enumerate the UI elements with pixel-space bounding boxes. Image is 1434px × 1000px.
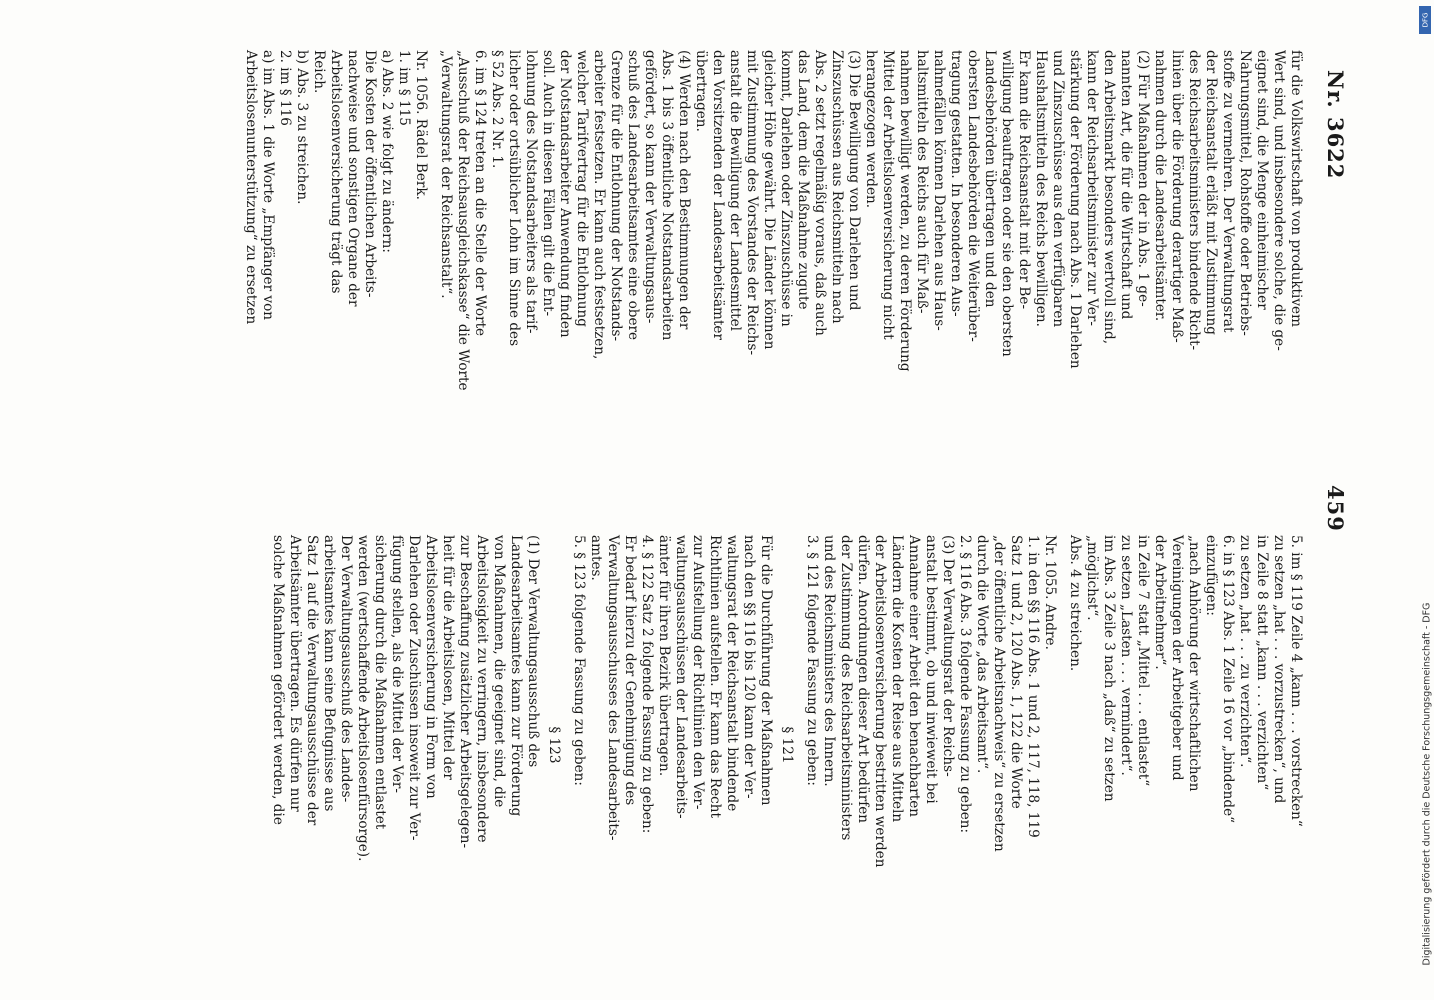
text-line: „möglichst“. — [1084, 535, 1100, 621]
text-line: haltsmitteln des Reichs auch für Maß- — [914, 50, 930, 314]
text-line: werden (wertschaffende Arbeitslosenfürsorge). — [355, 535, 371, 862]
text-line: im Abs. 3 Zeile 3 nach „daß“ zu setzen — [1101, 535, 1117, 802]
text-line: (1) Der Verwaltungsausschuß des — [525, 535, 541, 768]
text-line: nahmefällen können Darlehen aus Haus- — [931, 50, 947, 331]
text-line: lohnung des Notstandsarbeiters als tarif- — [523, 50, 539, 334]
text-line: schuß des Landesarbeitsamtes eine obere — [625, 50, 641, 341]
text-line: „Verwaltungsrat der Reichsanstalt“. — [438, 50, 454, 299]
text-line: Die Kosten der öffentlichen Arbeits- — [362, 50, 378, 298]
text-line: von Maßnahmen, die geeignet sind, die — [491, 535, 507, 808]
text-line: nannten Art, die für die Wirtschaft und — [1118, 50, 1134, 320]
footer — [1417, 0, 1433, 1000]
text-line: Verwaltungsausschusses des Landesarbeits- — [605, 535, 621, 841]
text-line: der Zustimmung des Reichsarbeitsministers — [838, 535, 854, 841]
text-line: anstalt bestimmt, ob und inwieweit bei — [923, 535, 939, 804]
text-line: 2. § 116 Abs. 3 folgende Fassung zu geben: — [957, 535, 973, 834]
text-line: linien über die Förderung derartiger Maß- — [1169, 50, 1185, 343]
text-line: Nr. 1055. Andre. — [1042, 535, 1058, 650]
text-line: b) Abs. 3 zu streichen. — [294, 50, 310, 205]
text-line: herangezogen werden. — [863, 50, 879, 209]
text-line: der Arbeitslosenversicherung bestritten werden — [872, 535, 888, 868]
text-line: Er kann die Reichsanstalt mit der Be- — [1016, 50, 1032, 310]
text-line: arbeitsamtes kann seine Befugnisse aus — [321, 535, 337, 812]
text-line: (3) Der Verwaltungsrat der Reichs- — [940, 535, 956, 777]
text-line: ämter für ihren Bezirk übertragen. — [656, 535, 672, 777]
text-line: übertragen. — [693, 50, 709, 132]
text-line: Arbeitslosigkeit zu verringern, insbesondere — [474, 535, 490, 843]
text-line: Annahme einer Arbeit den benachbarten — [906, 535, 922, 818]
text-line: a) im Abs. 1 die Worte „Empfänger von — [260, 50, 276, 321]
text-line: solche Maßnahmen gefördert werden, die — [270, 535, 286, 825]
text-line: nahmen bewilligt werden, zu deren Förderung — [897, 50, 913, 372]
text-line: „der öffentliche Arbeitsnachweis“ zu ersetzen — [991, 535, 1007, 852]
text-line: arbeiter festsetzen. Er kann auch festsetzen, — [591, 50, 607, 360]
text-line: Arbeitslosenunterstützung“ zu ersetzen — [243, 50, 259, 325]
text-line: und des Reichsministers des Innern. — [821, 535, 837, 787]
text-line: 4. § 122 Satz 2 folgende Fassung zu geben: — [639, 535, 655, 834]
text-line: Für die Durchführung der Maßnahmen — [758, 535, 774, 806]
text-line: Abs. 1 bis 3 öffentliche Notstandsarbeiten — [659, 50, 675, 341]
text-line: Mittel der Arbeitslosenversicherung nicht — [880, 50, 896, 340]
text-line: der Notstandsarbeiter Anwendung finden — [557, 50, 573, 338]
text-line: 1. im § 115 — [396, 50, 412, 126]
text-line: anstalt die Bewilligung der Landesmittel — [727, 50, 743, 331]
text-line: nach den §§ 116 bis 120 kann der Ver- — [741, 535, 757, 799]
text-line: kommt, Darlehen oder Zinszuschüsse in — [778, 50, 794, 327]
text-line: 2. im § 116 — [277, 50, 293, 126]
text-line: a) Abs. 2 wie folgt zu ändern: — [379, 50, 395, 253]
text-line: Abs. 4 zu streichen. — [1067, 535, 1083, 672]
left-column — [269, 535, 1304, 955]
text-line: Nahrungsmittel, Rohstoffe oder Betriebs- — [1237, 50, 1253, 336]
text-line: welcher Tarifvertrag für die Entlohnung — [574, 50, 590, 327]
text-line: waltungsrat der Reichsanstalt bindende — [724, 535, 740, 812]
text-line: Haushaltsmitteln des Reichs bewilligen. — [1033, 50, 1049, 327]
text-line: fügung stellen, als die Mittel der Ver- — [389, 535, 405, 793]
text-line: zu setzen „hat . . . vorzustrecken“, und — [1271, 535, 1287, 804]
text-line: gefördert, so kann der Verwaltungsaus- — [642, 50, 658, 324]
text-line: Grenze für die Entlohnung der Notstands- — [608, 50, 624, 342]
text-line: den Vorsitzenden der Landesarbeitsämter — [710, 50, 726, 340]
text-line: (2) Für Maßnahmen der in Abs. 1 ge- — [1135, 50, 1151, 307]
text-line: (3) Die Bewilligung von Darlehen und — [846, 50, 862, 311]
text-line: Landesarbeitsamtes kann zur Förderung — [508, 535, 524, 817]
text-line: 1. in den §§ 116 Abs. 1 und 2, 117, 118, 119 — [1025, 535, 1041, 838]
page-number: 459 — [1323, 485, 1348, 532]
text-line: heit für die Arbeitslosen, Mittel der — [440, 535, 456, 780]
dfg-logo: DFG — [1419, 6, 1431, 34]
text-line: obersten Landesbehörden die Weiterüber- — [965, 50, 981, 342]
text-line: 6. im § 124 treten an die Stelle der Worte — [472, 50, 488, 337]
text-line: gleicher Höhe gewährt. Die Länder können — [761, 50, 777, 350]
rotated-page — [34, 40, 1354, 970]
text-line: Arbeitsämter übertragen. Es dürfen nur — [287, 535, 303, 812]
text-line: einzufügen: — [1203, 535, 1219, 616]
text-line: soll. Auch in diesen Fällen gilt die Ent- — [540, 50, 556, 317]
text-line: nachweise und sonstigen Organe der — [345, 50, 361, 307]
text-line: sicherung durch die Maßnahmen entlastet — [372, 535, 388, 830]
text-line: der Arbeitnehmer“. — [1152, 535, 1168, 670]
text-line: Nr. 1056. Rädel Berk. — [413, 50, 429, 200]
text-line: waltungsausschüssen der Landesarbeits- — [673, 535, 689, 819]
text-line: den Arbeitsmarkt besonders wertvoll sind, — [1101, 50, 1117, 345]
text-line: amtes. — [588, 535, 604, 581]
text-line: § 52 Abs. 2 Nr. 1. — [489, 50, 505, 169]
text-line: § 123 — [546, 726, 562, 764]
right-title: Nr. 3622 — [1323, 70, 1348, 180]
text-line: dürfen. Anordnungen dieser Art bedürfen — [855, 535, 871, 824]
text-line: des Reichsarbeitsministers bindende Richt- — [1186, 50, 1202, 351]
text-line: der Reichsanstalt erläßt mit Zustimmung — [1203, 50, 1219, 335]
text-line: Ländern die Kosten der Reise aus Mitteln — [889, 535, 905, 823]
right-column — [242, 50, 1304, 510]
text-line: Landesbehörden übertragen und den — [982, 50, 998, 308]
text-line: das Land, dem die Maßnahme zugute — [795, 50, 811, 310]
text-line: „Ausschuß der Reichsausgleichskasse“ die Worte — [455, 50, 471, 391]
text-line: Darlehen oder Zuschüssen insoweit zur Ver- — [406, 535, 422, 841]
text-line: 3. § 121 folgende Fassung zu geben: — [804, 535, 820, 786]
text-line: eignet sind, die Menge einheimischer — [1254, 50, 1270, 310]
text-line: Zinszuschüssen aus Reichsmitteln nach — [829, 50, 845, 324]
text-line: Abs. 2 setzt regelmäßig voraus, daß auch — [812, 50, 828, 336]
text-line: zur Beschaffung zusätzlicher Arbeitsgelegen- — [457, 535, 473, 849]
text-line: in Zeile 8 statt „kann . . . verzichten“ — [1254, 535, 1270, 791]
text-line: und Zinszuschüsse aus den verfügbaren — [1050, 50, 1066, 328]
text-line: Richtlinien aufstellen. Er kann das Recht — [707, 535, 723, 818]
text-line: willigung beauftragen oder sie den obersten — [999, 50, 1015, 357]
text-line: in Zeile 7 statt „Mittel . . . entlastet“ — [1135, 535, 1151, 787]
text-line: Der Verwaltungsausschuß des Landes- — [338, 535, 354, 803]
text-line: „nach Anhörung der wirtschaftlichen — [1186, 535, 1202, 792]
text-line: stoffe zu vermehren. Der Verwaltungsrat — [1220, 50, 1236, 333]
text-line: kann der Reichsarbeitsminister zur Ver- — [1084, 50, 1100, 326]
text-line: (4) Werden nach den Bestimmungen der — [676, 50, 692, 330]
text-line: Satz 1 und 2, 120 Abs. 1, 122 die Worte — [1008, 535, 1024, 809]
text-line: Wert sind, und insbesondere solche, die ge- — [1271, 50, 1287, 351]
text-line: stärkung der Förderung nach Abs. 1 Darlehen — [1067, 50, 1083, 369]
text-line: 5. § 123 folgende Fassung zu geben: — [571, 535, 587, 786]
text-line: 5. im § 119 Zeile 4 „kann . . . vorstrecken“ — [1288, 535, 1304, 827]
text-line: Er bedarf hierzu der Genehmigung des — [622, 535, 638, 806]
text-line: tragung gestatten. In besonderen Aus- — [948, 50, 964, 317]
text-line: mit Zustimmung des Vorstandes der Reichs- — [744, 50, 760, 356]
text-line: durch die Worte „das Arbeitsamt“. — [974, 535, 990, 774]
text-line: zu setzen „Lasten . . . vermindert“. — [1118, 535, 1134, 776]
text-line: nahmen durch die Landesarbeitsämter. — [1152, 50, 1168, 322]
text-line: für die Volkswirtschaft von produktivem — [1288, 50, 1304, 327]
text-line: zu setzen „hat . . . zu verzichten“. — [1237, 535, 1253, 768]
text-line: licher oder ortsüblicher Lohn im Sinne des — [506, 50, 522, 347]
text-line: Vereinigungen der Arbeitgeber und — [1169, 535, 1185, 781]
digitization-credit: Digitalisierung gefördert durch die Deutsche Forschungsgemeinschaft - DFG — [1421, 602, 1433, 966]
text-line: Satz 1 auf die Verwaltungsausschüsse der — [304, 535, 320, 826]
text-line: 6. in § 123 Abs. 1 Zeile 16 vor „bindende“ — [1220, 535, 1236, 824]
text-line: Arbeitslosenversicherung in Form von — [423, 535, 439, 799]
text-line: zur Aufstellung der Richtlinien den Ver- — [690, 535, 706, 810]
text-line: § 121 — [779, 726, 795, 764]
text-line: Arbeitslosenversicherung trägt das — [328, 50, 344, 294]
text-line: Reich. — [311, 50, 327, 94]
